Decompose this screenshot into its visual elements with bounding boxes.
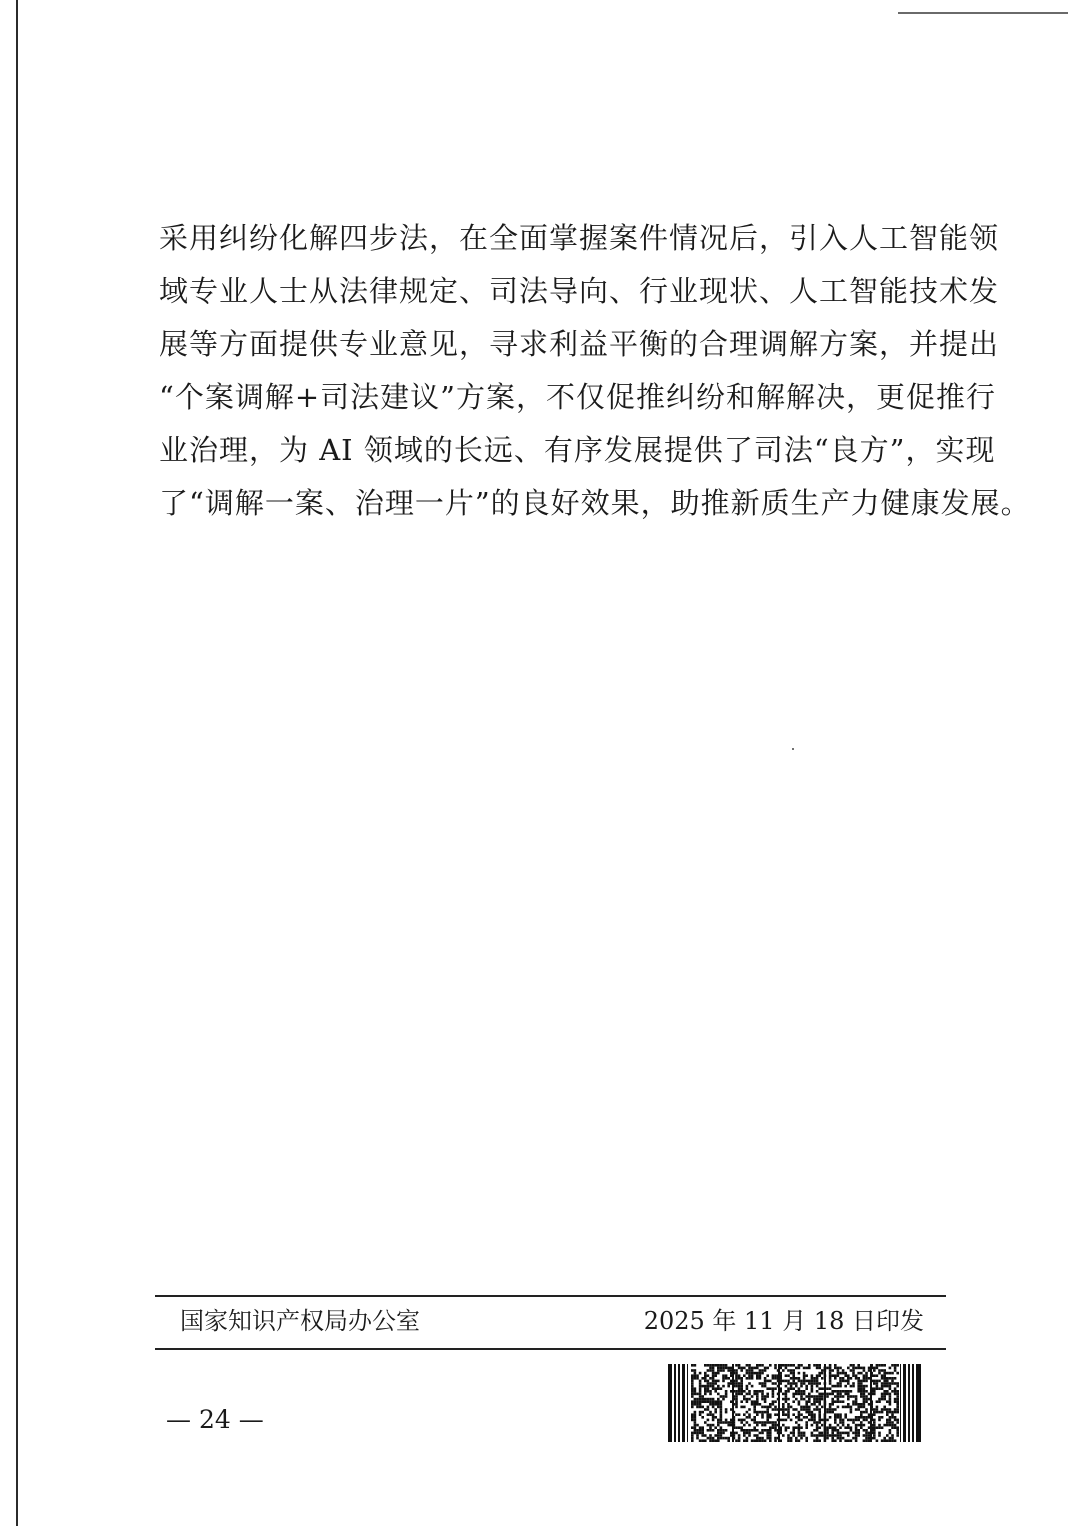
scan-edge-top <box>898 12 1068 14</box>
page-number: — 24 — <box>166 1405 264 1434</box>
body-line-6: 了“调解一案、治理一片”的良好效果，助推新质生产力健康发展。 <box>159 486 1031 520</box>
issuing-office: 国家知识产权局办公室 <box>180 1307 420 1335</box>
footer-rule-bottom <box>155 1348 946 1350</box>
print-date: 2025 年 11 月 18 日印发 <box>643 1307 924 1335</box>
body-line-4: “个案调解+司法建议”方案，不仅促推纠纷和解解决，更促推行 <box>159 380 996 414</box>
scan-speck <box>792 748 794 750</box>
body-paragraph <box>159 212 1031 530</box>
body-line-2: 域专业人士从法律规定、司法导向、行业现状、人工智能技术发 <box>159 274 1000 308</box>
body-line-5: 业治理，为 AI 领域的长远、有序发展提供了司法“良方”，实现 <box>159 433 996 467</box>
footer-rule-top <box>155 1295 946 1297</box>
2d-barcode-icon <box>668 1364 922 1442</box>
scan-edge-left <box>16 0 18 1526</box>
body-line-1: 采用纠纷化解四步法，在全面掌握案件情况后，引入人工智能领 <box>159 221 1000 255</box>
body-line-3: 展等方面提供专业意见，寻求利益平衡的合理调解方案，并提出 <box>159 327 1000 361</box>
